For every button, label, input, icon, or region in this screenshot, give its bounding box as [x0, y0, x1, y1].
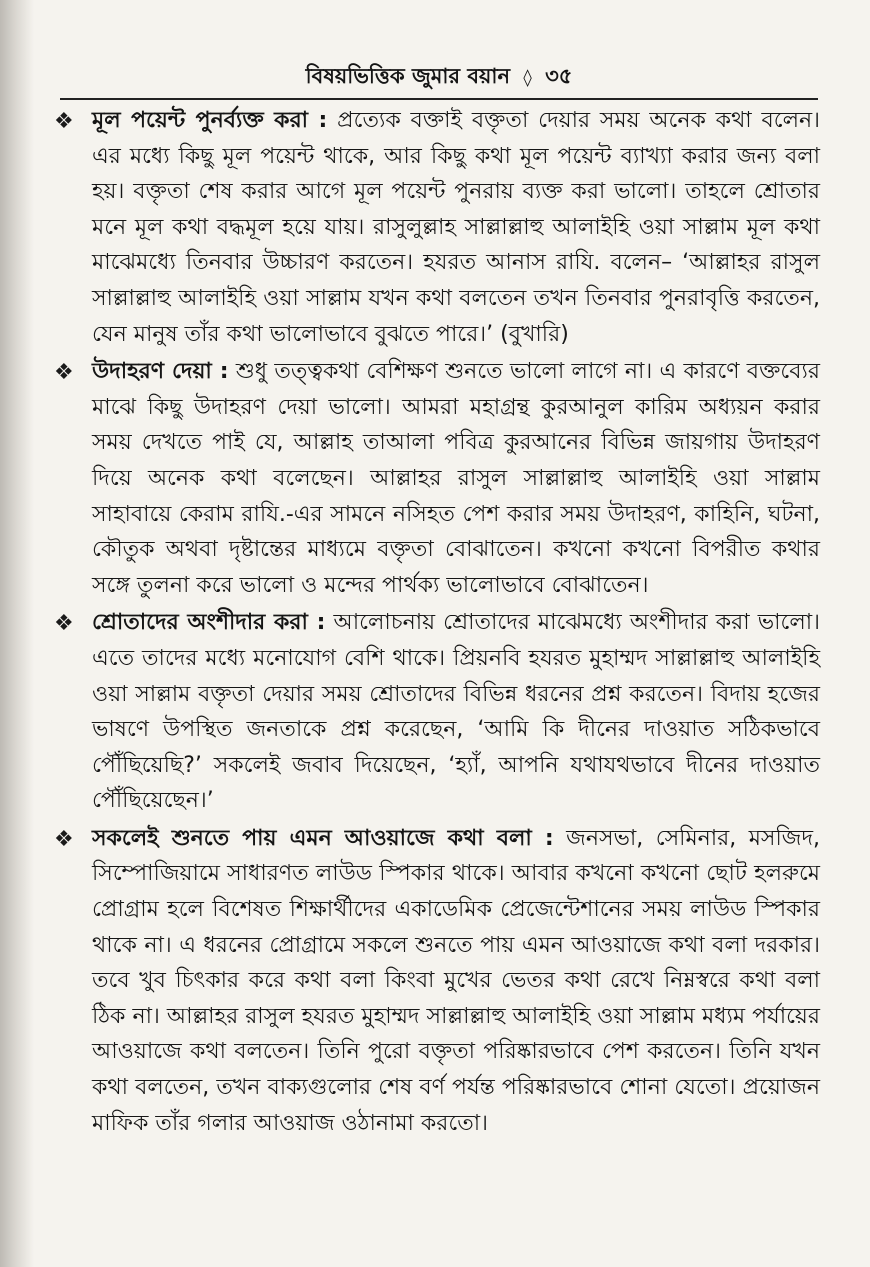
- section-paragraph: [92, 821, 820, 1141]
- fleuron-bullet-icon: ❖: [54, 826, 74, 852]
- section-heading: মূল পয়েন্ট পুনর্ব্যক্ত করা :: [92, 108, 328, 133]
- section-body: আলোচনায় শ্রোতাদের মাঝেমধ্যে অংশীদার করা ভালো। এতে তাদের মধ্যে মনোযোগ বেশি থাকে। প্রিয়নবি হযরত মুহাম্মদ সাল্লাল্লাহু আলাইহি ওয়া সাল্লাম বক্তৃতা দেয়ার সময় শ্রোতাদের বিভিন্ন ধরনের প্রশ্ন করতেন। বিদায় হজের ভাষণে উপস্থিত জনতাকে প্রশ্ন করেছেন, ‘আমি কি দীনের দাওয়াত সঠিকভাবে পৌঁছিয়েছি?’ সকলেই জবাব দিয়েছেন, ‘হ্যাঁ, আপনি যথাযথভাবে দীনের দাওয়াত পৌঁছিয়েছেন।’: [92, 610, 820, 814]
- fleuron-bullet-icon: ❖: [54, 360, 74, 386]
- page-binding-shadow: [0, 0, 34, 1267]
- section-involve-listeners: [54, 605, 820, 819]
- section-paragraph: [92, 354, 820, 603]
- section-paragraph: [92, 103, 820, 352]
- diamond-ornament-icon: ◊: [523, 68, 532, 88]
- page-body: [54, 103, 820, 1143]
- section-audible-voice: [54, 821, 820, 1141]
- running-header: [60, 58, 818, 100]
- page-number: ৩৫: [545, 64, 573, 88]
- section-heading: শ্রোতাদের অংশীদার করা :: [92, 610, 326, 636]
- section-heading: উদাহরণ দেয়া :: [92, 359, 229, 385]
- section-restate-main-points: [54, 103, 820, 352]
- fleuron-bullet-icon: ❖: [54, 611, 74, 637]
- section-body: শুধু তত্ত্বকথা বেশিক্ষণ শুনতে ভালো লাগে না। এ কারণে বক্তব্যের মাঝে কিছু উদাহরণ দেয়া ভালো। আমরা মহাগ্রন্থ কুরআনুল কারিম অধ্যয়ন করার সময় দেখতে পাই যে, আল্লাহ তাআলা পবিত্র কুরআনের বিভিন্ন জায়গায় উদাহরণ দিয়ে অনেক কথা বলেছেন। আল্লাহর রাসুল সাল্লাল্লাহু আলাইহি ওয়া সাল্লাম সাহাবায়ে কেরাম রাযি.-এর সামনে নসিহত পেশ করার সময় উদাহরণ, কাহিনি, ঘটনা, কৌতুক অথবা দৃষ্টান্তের মাধ্যমে বক্তৃতা বোঝাতেন। কখনো কখনো বিপরীত কথার সঙ্গে তুলনা করে ভালো ও মন্দের পার্থক্য ভালোভাবে বোঝাতেন।: [92, 359, 820, 598]
- section-giving-examples: [54, 354, 820, 603]
- section-body: জনসভা, সেমিনার, মসজিদ, সিম্পোজিয়ামে সাধারণত লাউড স্পিকার থাকে। আবার কখনো কখনো ছোট হলরুমে প্রোগ্রাম হলে বিশেষত শিক্ষার্থীদের একাডেমিক প্রেজেন্টেশানের সময় লাউড স্পিকার থাকে না। এ ধরনের প্রোগ্রামে সকলে শুনতে পায় এমন আওয়াজে কথা বলা দরকার। তবে খুব চিৎকার করে কথা বলা কিংবা মুখের ভেতর কথা রেখে নিম্নস্বরে কথা বলা ঠিক না। আল্লাহর রাসুল হযরত মুহাম্মদ সাল্লাল্লাহু আলাইহি ওয়া সাল্লাম মধ্যম পর্যায়ের আওয়াজে কথা বলতেন। তিনি পুরো বক্তৃতা পরিষ্কারভাবে পেশ করতেন। তিনি যখন কথা বলতেন, তখন বাক্যগুলোর শেষ বর্ণ পর্যন্ত পরিষ্কারভাবে শোনা যেতো। প্রয়োজন মাফিক তাঁর গলার আওয়াজ ওঠানামা করতো।: [92, 825, 820, 1136]
- fleuron-bullet-icon: ❖: [54, 109, 74, 134]
- section-heading: সকলেই শুনতে পায় এমন আওয়াজে কথা বলা :: [92, 825, 554, 851]
- section-body: প্রত্যেক বক্তাই বক্তৃতা দেয়ার সময় অনেক কথা বলেন। এর মধ্যে কিছু মূল পয়েন্ট থাকে, আর কিছু কথা মূল পয়েন্ট ব্যাখ্যা করার জন্য বলা হয়। বক্তৃতা শেষ করার আগে মূল পয়েন্ট পুনরায় ব্যক্ত করা ভালো। তাহলে শ্রোতার মনে মূল কথা বদ্ধমূল হয়ে যায়। রাসুলুল্লাহ সাল্লাল্লাহু আলাইহি ওয়া সাল্লাম মূল কথা মাঝেমধ্যে তিনবার উচ্চারণ করতেন। হযরত আনাস রাযি. বলেন– ‘আল্লাহর রাসুল সাল্লাল্লাহু আলাইহি ওয়া সাল্লাম যখন কথা বলতেন তখন তিনবার পুনরাবৃত্তি করতেন, যেন মানুষ তাঁর কথা ভালোভাবে বুঝতে পারে।’ (বুখারি): [92, 108, 820, 347]
- book-title: বিষয়ভিত্তিক জুমার বয়ান: [305, 64, 511, 88]
- section-paragraph: [92, 605, 820, 819]
